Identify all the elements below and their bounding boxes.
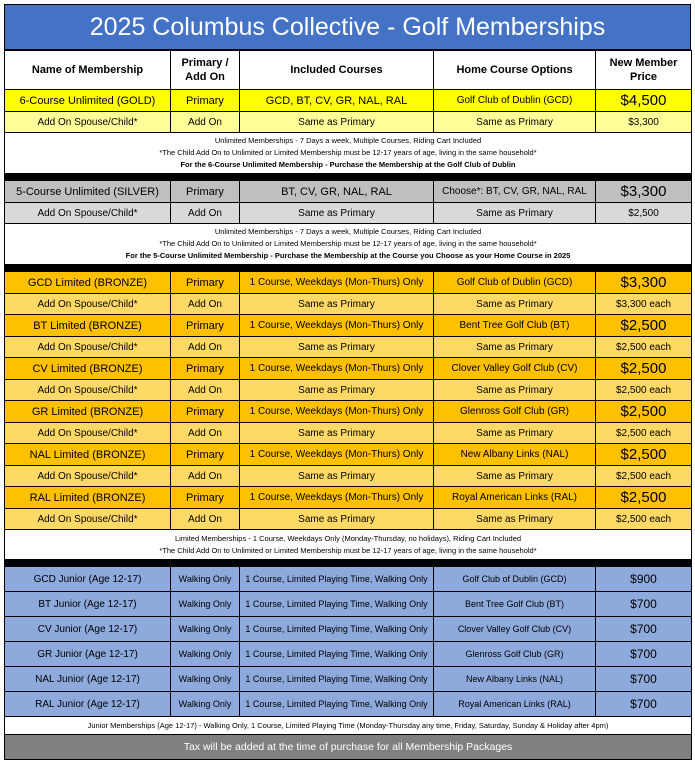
membership-name: Add On Spouse/Child* [5, 294, 171, 315]
page-title: 2025 Columbus Collective - Golf Memberships [4, 4, 691, 50]
included-courses: GCD, BT, CV, GR, NAL, RAL [240, 90, 434, 112]
home-course: Same as Primary [434, 466, 596, 487]
note-row [5, 717, 692, 735]
included-courses: 1 Course, Limited Playing Time, Walking Only [240, 692, 434, 717]
home-course: New Albany Links (NAL) [434, 444, 596, 466]
home-course: Same as Primary [434, 423, 596, 444]
membership-name: NAL Limited (BRONZE) [5, 444, 171, 466]
table-row [5, 294, 692, 315]
membership-type: Primary [171, 315, 240, 337]
note-text: Junior Memberships (Age 12-17) - Walking Only, 1 Course, Limited Playing Time (Monday-Thursday any time, Friday, Saturday, Sunday & Holiday after 4pm) [87, 720, 609, 730]
membership-name: Add On Spouse/Child* [5, 112, 171, 133]
header-row [5, 51, 692, 90]
note-text: Unlimited Memberships - 7 Days a week, Multiple Courses, Riding Cart Included [214, 227, 482, 236]
included-courses: Same as Primary [240, 423, 434, 444]
price: $3,300 [596, 112, 692, 133]
membership-name: Add On Spouse/Child* [5, 466, 171, 487]
price: $700 [596, 667, 692, 692]
table-row [5, 487, 692, 509]
home-course: Golf Club of Dublin (GCD) [434, 272, 596, 294]
table-row [5, 567, 692, 592]
note-text: *The Child Add On to Unlimited or Limited Membership must be 12-17 years of age, living in the same household* [159, 545, 537, 555]
membership-name: RAL Junior (Age 12-17) [5, 692, 171, 717]
membership-type: Primary [171, 181, 240, 203]
included-courses: Same as Primary [240, 203, 434, 224]
table-row [5, 509, 692, 530]
home-course: Same as Primary [434, 294, 596, 315]
included-courses: 1 Course, Limited Playing Time, Walking Only [240, 592, 434, 617]
membership-type: Primary [171, 272, 240, 294]
note-text: For the 6-Course Unlimited Membership - Purchase the Membership at the Golf Club of Dublin [180, 160, 516, 169]
price: $2,500 [596, 444, 692, 466]
home-course: Clover Valley Golf Club (CV) [434, 358, 596, 380]
membership-type: Add On [171, 112, 240, 133]
price: $3,300 [596, 181, 692, 203]
table-row [5, 358, 692, 380]
price: $2,500 each [596, 423, 692, 444]
home-course: Same as Primary [434, 380, 596, 401]
note-row [5, 530, 692, 560]
home-course: Same as Primary [434, 337, 596, 358]
note-text: For the 5-Course Unlimited Membership - Purchase the Membership at the Course you Choose as your Home Course in 2025 [125, 251, 571, 260]
included-courses: Same as Primary [240, 380, 434, 401]
home-course: Glenross Golf Club (GR) [434, 642, 596, 667]
home-course: Royal American Links (RAL) [434, 487, 596, 509]
home-course: Glenross Golf Club (GR) [434, 401, 596, 423]
price: $700 [596, 642, 692, 667]
home-course: Golf Club of Dublin (GCD) [434, 567, 596, 592]
membership-name: Add On Spouse/Child* [5, 337, 171, 358]
membership-type: Primary [171, 358, 240, 380]
table-row [5, 380, 692, 401]
included-courses: Same as Primary [240, 509, 434, 530]
note-text: *The Child Add On to Unlimited or Limited Membership must be 12-17 years of age, living in the same household* [159, 239, 537, 248]
membership-type: Walking Only [171, 642, 240, 667]
membership-name: Add On Spouse/Child* [5, 423, 171, 444]
membership-type: Walking Only [171, 567, 240, 592]
table-row [5, 642, 692, 667]
membership-name: 6-Course Unlimited (GOLD) [5, 90, 171, 112]
header-courses: Included Courses [240, 51, 434, 90]
price: $2,500 each [596, 509, 692, 530]
membership-type: Primary [171, 487, 240, 509]
membership-type: Add On [171, 203, 240, 224]
home-course: Bent Tree Golf Club (BT) [434, 592, 596, 617]
membership-type: Add On [171, 423, 240, 444]
table-row [5, 617, 692, 642]
membership-type: Walking Only [171, 667, 240, 692]
included-courses: Same as Primary [240, 294, 434, 315]
membership-name: CV Junior (Age 12-17) [5, 617, 171, 642]
membership-name: Add On Spouse/Child* [5, 380, 171, 401]
included-courses: 1 Course, Weekdays (Mon-Thurs) Only [240, 358, 434, 380]
membership-name: GCD Junior (Age 12-17) [5, 567, 171, 592]
price: $4,500 [596, 90, 692, 112]
membership-name: RAL Limited (BRONZE) [5, 487, 171, 509]
table-row [5, 667, 692, 692]
included-courses: 1 Course, Weekdays (Mon-Thurs) Only [240, 315, 434, 337]
membership-type: Add On [171, 337, 240, 358]
membership-type: Add On [171, 509, 240, 530]
membership-table [4, 50, 692, 760]
home-course: Same as Primary [434, 203, 596, 224]
included-courses: Same as Primary [240, 112, 434, 133]
table-row [5, 444, 692, 466]
membership-name: GCD Limited (BRONZE) [5, 272, 171, 294]
table-row [5, 112, 692, 133]
note-row [5, 224, 692, 265]
membership-type: Add On [171, 466, 240, 487]
membership-type: Primary [171, 444, 240, 466]
price: $2,500 [596, 487, 692, 509]
included-courses: BT, CV, GR, NAL, RAL [240, 181, 434, 203]
price: $700 [596, 617, 692, 642]
section-divider [5, 265, 692, 272]
header-price: New Member Price [596, 51, 692, 90]
home-course: Royal American Links (RAL) [434, 692, 596, 717]
table-row [5, 203, 692, 224]
included-courses: 1 Course, Limited Playing Time, Walking Only [240, 642, 434, 667]
table-row [5, 272, 692, 294]
included-courses: 1 Course, Weekdays (Mon-Thurs) Only [240, 272, 434, 294]
note-text: *The Child Add On to Unlimited or Limited Membership must be 12-17 years of age, living in the same household* [159, 148, 537, 157]
note-row [5, 133, 692, 174]
table-row [5, 592, 692, 617]
price: $3,300 [596, 272, 692, 294]
membership-name: Add On Spouse/Child* [5, 203, 171, 224]
included-courses: 1 Course, Limited Playing Time, Walking Only [240, 667, 434, 692]
section-divider [5, 560, 692, 567]
membership-type: Walking Only [171, 692, 240, 717]
membership-name: BT Limited (BRONZE) [5, 315, 171, 337]
membership-name: BT Junior (Age 12-17) [5, 592, 171, 617]
footer-row [5, 735, 692, 760]
header-name: Name of Membership [5, 51, 171, 90]
price: $700 [596, 692, 692, 717]
price: $700 [596, 592, 692, 617]
included-courses: 1 Course, Weekdays (Mon-Thurs) Only [240, 444, 434, 466]
membership-type: Add On [171, 294, 240, 315]
membership-name: Add On Spouse/Child* [5, 509, 171, 530]
table-row [5, 692, 692, 717]
section-divider [5, 174, 692, 181]
note-text: Limited Memberships - 1 Course, Weekdays Only (Monday-Thursday, no holidays), Riding Cart Included [174, 533, 522, 543]
home-course: Bent Tree Golf Club (BT) [434, 315, 596, 337]
included-courses: 1 Course, Limited Playing Time, Walking Only [240, 567, 434, 592]
price: $2,500 [596, 401, 692, 423]
table-row [5, 181, 692, 203]
price: $2,500 each [596, 380, 692, 401]
membership-name: GR Junior (Age 12-17) [5, 642, 171, 667]
home-course: New Albany Links (NAL) [434, 667, 596, 692]
membership-name: 5-Course Unlimited (SILVER) [5, 181, 171, 203]
home-course: Golf Club of Dublin (GCD) [434, 90, 596, 112]
membership-type: Walking Only [171, 617, 240, 642]
membership-name: NAL Junior (Age 12-17) [5, 667, 171, 692]
home-course: Same as Primary [434, 509, 596, 530]
membership-name: CV Limited (BRONZE) [5, 358, 171, 380]
price: $3,300 each [596, 294, 692, 315]
included-courses: 1 Course, Limited Playing Time, Walking Only [240, 617, 434, 642]
membership-type: Add On [171, 380, 240, 401]
membership-type: Walking Only [171, 592, 240, 617]
table-row [5, 401, 692, 423]
home-course: Clover Valley Golf Club (CV) [434, 617, 596, 642]
note-text: Unlimited Memberships - 7 Days a week, Multiple Courses, Riding Cart Included [214, 136, 482, 145]
price: $900 [596, 567, 692, 592]
membership-name: GR Limited (BRONZE) [5, 401, 171, 423]
table-row [5, 423, 692, 444]
included-courses: Same as Primary [240, 337, 434, 358]
table-row [5, 315, 692, 337]
included-courses: 1 Course, Weekdays (Mon-Thurs) Only [240, 401, 434, 423]
price: $2,500 each [596, 466, 692, 487]
table-row [5, 337, 692, 358]
price: $2,500 [596, 358, 692, 380]
price: $2,500 each [596, 337, 692, 358]
membership-type: Primary [171, 90, 240, 112]
header-primary: Primary / Add On [171, 51, 240, 90]
tax-notice: Tax will be added at the time of purchase for all Membership Packages [5, 735, 692, 760]
membership-sheet [4, 4, 691, 760]
home-course: Same as Primary [434, 112, 596, 133]
table-row [5, 466, 692, 487]
membership-type: Primary [171, 401, 240, 423]
included-courses: Same as Primary [240, 466, 434, 487]
included-courses: 1 Course, Weekdays (Mon-Thurs) Only [240, 487, 434, 509]
table-row [5, 90, 692, 112]
price: $2,500 [596, 315, 692, 337]
home-course: Choose*: BT, CV, GR, NAL, RAL [434, 181, 596, 203]
header-home: Home Course Options [434, 51, 596, 90]
price: $2,500 [596, 203, 692, 224]
